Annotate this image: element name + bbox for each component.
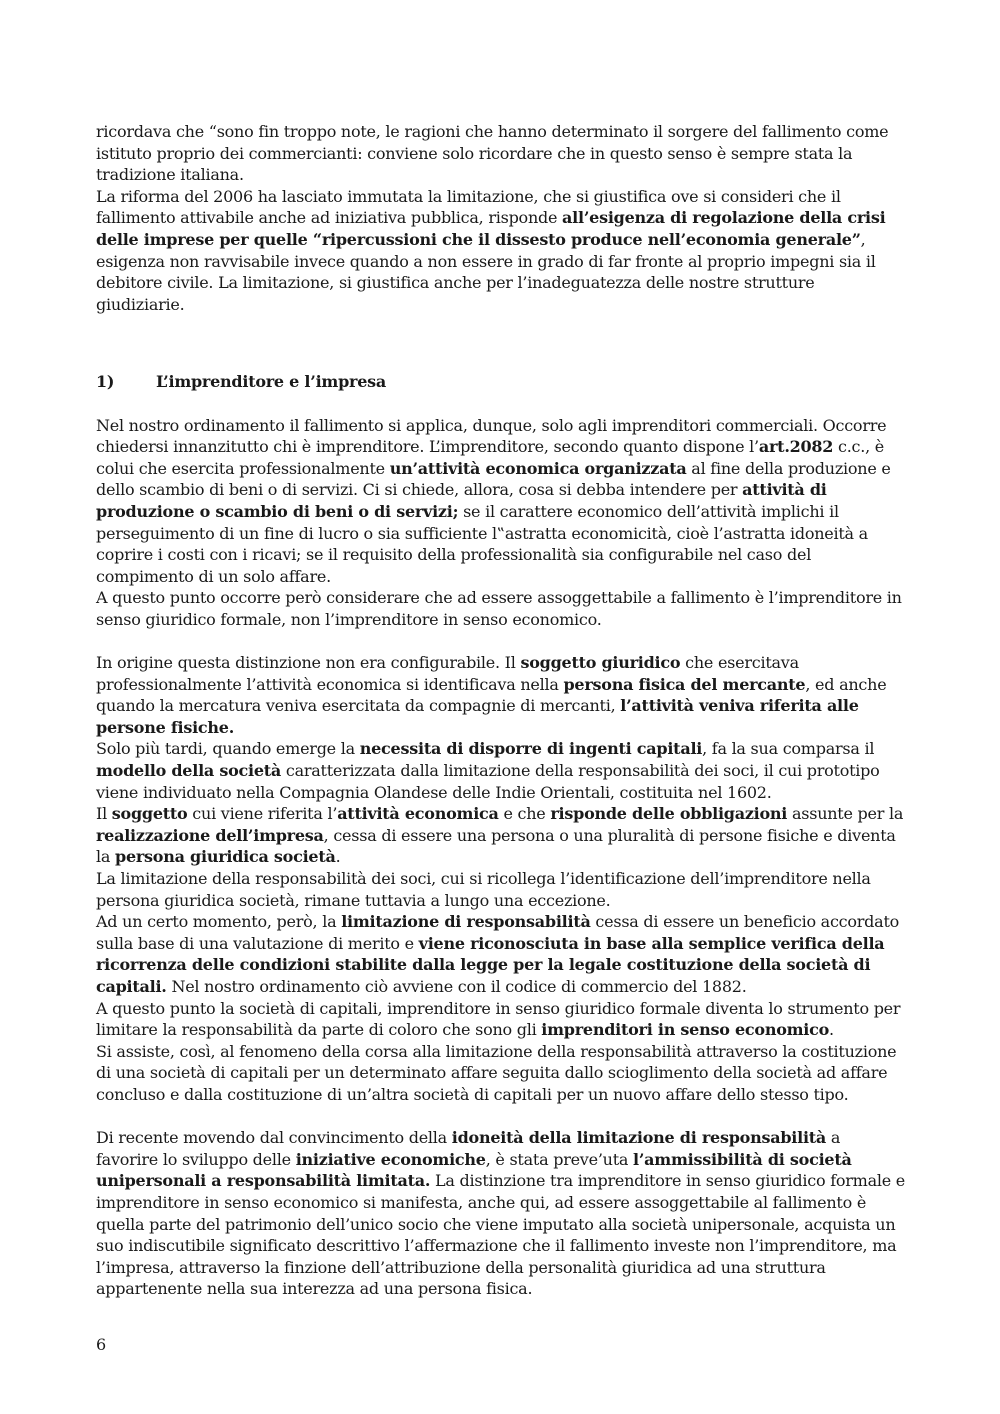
spacer (96, 1106, 906, 1128)
paragraph-9: Si assiste, così, al fenomeno della corsa alla limitazione della responsabilità attraverso la costituzione di una società di capitali per un determinato affare seguita dallo scioglimento della società ad affare concluso e dalla costituzione di un’altra società di capitali per un nuovo affare dello stesso tipo. (96, 1041, 897, 1104)
bold-phrase: all’esigenza di regolazione della crisi delle imprese per quelle “ripercussioni che il dissesto produce nell’economia generale” (96, 208, 886, 249)
spacer (96, 630, 906, 652)
spacer (96, 393, 906, 415)
paragraph-8: A questo punto la società di capitali, imprenditore in senso giuridico formale diventa lo strumento per limitare la responsabilità da parte di coloro che sono gli imprenditori in senso economico. (96, 998, 901, 1040)
paragraph-4: Solo più tardi, quando emerge la necessita di disporre di ingenti capitali, fa la sua comparsa il modello della società caratterizzata dalla limitazione della responsabilità dei soci, il cui prototipo viene individuato nella Compagnia Olandese delle Indie Orientali, costituita nel 1602. (96, 739, 880, 802)
paragraph-3: In origine questa distinzione non era configurabile. Il soggetto giuridico che esercitava professionalmente l’attività economica si identificava nella persona fisica del mercante, ed anche quando la mercatura veniva esercitata da compagnie di mercanti, l’attività veniva riferita alle persone fisiche. (96, 653, 887, 737)
paragraph-1: Nel nostro ordinamento il fallimento si applica, dunque, solo agli imprenditori commerciali. Occorre chiedersi innanzitutto chi è imprenditore. L’imprenditore, secondo quanto dispone l’art.2082 c.c., è colui che esercita professionalmente un’attività economica organizzata al fine della produzione e dello scambio di beni o di servizi. Ci si chiede, allora, cosa si debba intendere per attività di produzione o scambio di beni o di servizi; se il carattere economico dell’attività implichi il perseguimento di un fine di lucro o sia sufficiente l‟astratta economicità, cioè l’astratta idoneità a coprire i costi con i ricavi; se il requisito della professionalità sia configurabile nel caso del compimento di un solo affare. (96, 415, 891, 586)
section-number: 1) (96, 372, 115, 392)
section-title: L’imprenditore e l’impresa (156, 372, 387, 392)
spacer (96, 315, 906, 371)
page-number: 6 (96, 1335, 107, 1354)
intro-paragraph-1: ricordava che “sono fin troppo note, le ragioni che hanno determinato il sorgere del fallimento come istituto proprio dei commercianti: conviene solo ricordare che in questo senso è sempre stata la tradizione italiana. (96, 122, 889, 185)
paragraph-5: Il soggetto cui viene riferita l’attività economica e che risponde delle obbligazioni assunte per la realizzazione dell’impresa, cessa di essere una persona o una pluralità di persone fisiche e diventa la persona giuridica società. (96, 804, 904, 867)
paragraph-6: La limitazione della responsabilità dei soci, cui si ricollega l’identificazione dell’imprenditore nella persona giuridica società, rimane tuttavia a lungo una eccezione. (96, 869, 871, 910)
intro-paragraph-2: La riforma del 2006 ha lasciato immutata la limitazione, che si giustifica ove si consideri che il fallimento attivabile anche ad iniziativa pubblica, risponde all’esigenza di regolazione della crisi delle imprese per quelle “ripercussioni che il dissesto produce nell’economia generale”, esigenza non ravvisabile invece quando a non essere in grado di far fronte al proprio impegni sia il debitore civile. La limitazione, si giustifica anche per l’inadeguatezza delle nostre strutture giudiziarie. (96, 186, 886, 314)
section-heading (96, 371, 906, 393)
body-text (96, 121, 906, 1300)
paragraph-2: A questo punto occorre però considerare che ad essere assoggettabile a fallimento è l’imprenditore in senso giuridico formale, non l’imprenditore in senso economico. (96, 588, 902, 629)
paragraph-10: Di recente movendo dal convincimento della idoneità della limitazione di responsabilità a favorire lo sviluppo delle iniziative economiche, è stata preve’uta l’ammissibilità di società unipersonali a responsabilità limitata. La distinzione tra imprenditore in senso giuridico formale e imprenditore in senso economico si manifesta, anche qui, ad essere assoggettabile al fallimento è quella parte del patrimonio dell’unico socio che viene imputato alla società unipersonale, acquista un suo indiscutibile significato descrittivo l’affermazione che il fallimento investe non l’imprenditore, ma l’impresa, attraverso la finzione dell’attribuzione della personalità giuridica ad una struttura appartenente nella sua interezza ad una persona fisica. (96, 1128, 905, 1299)
paragraph-7: Ad un certo momento, però, la limitazione di responsabilità cessa di essere un beneficio accordato sulla base di una valutazione di merito e viene riconosciuta in base alla semplice verifica della ricorrenza delle condizioni stabilite dalla legge per la legale costituzione della società di capitali. Nel nostro ordinamento ciò avviene con il codice di commercio del 1882. (96, 912, 900, 996)
